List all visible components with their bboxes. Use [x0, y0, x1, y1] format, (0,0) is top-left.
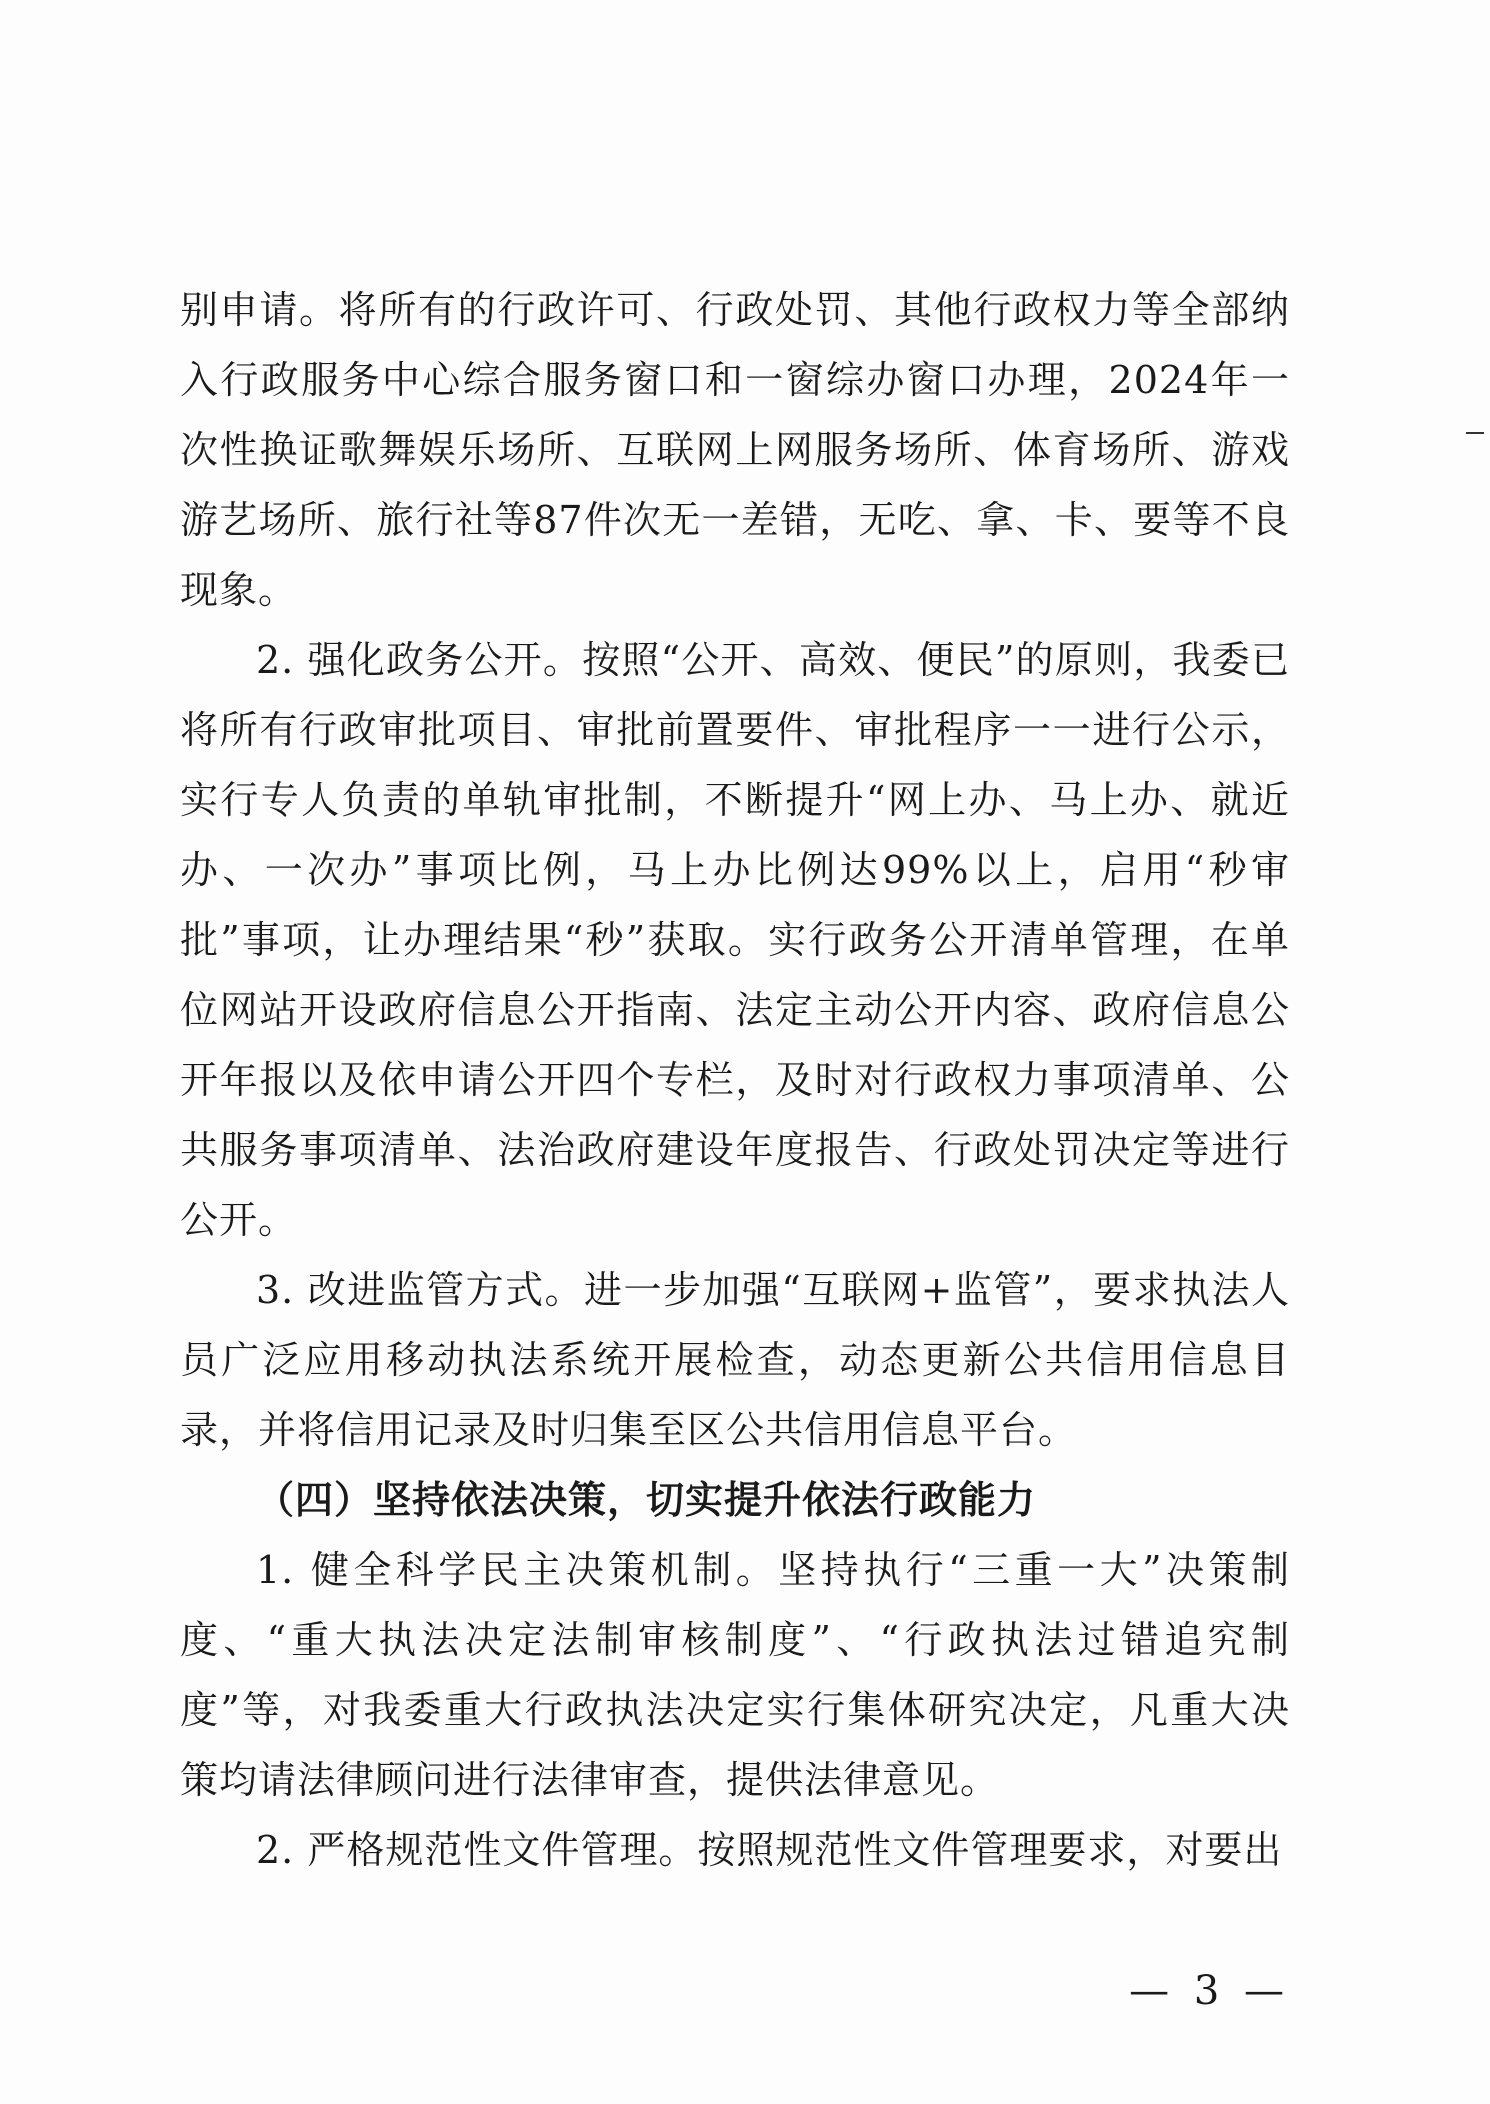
body-text: [180, 275, 1290, 1885]
paragraph-normative-documents: 2. 严格规范性文件管理。按照规范性文件管理要求，对要出: [256, 1828, 1283, 1872]
paragraph-decision-mechanism: 1. 健全科学民主决策机制。坚持执行“三重一大”决策制度、“重大执法决定法制审核制度”、“行政执法过错追究制度”等，对我委重大行政执法决定实行集体研究决定，凡重大决策均请法律顾问进行法律审查，提供法律意见。: [180, 1548, 1290, 1802]
page-number: — 3 —: [1129, 1968, 1290, 2014]
paragraph-continued-application: 别申请。将所有的行政许可、行政处罚、其他行政权力等全部纳入行政服务中心综合服务窗口和一窗综办窗口办理，2024年一次性换证歌舞娱乐场所、互联网上网服务场所、体育场所、游戏游艺场所、旅行社等87件次无一差错，无吃、拿、卡、要等不良现象。: [180, 288, 1290, 612]
section-heading-four: （四）坚持依法决策，切实提升依法行政能力: [256, 1477, 1037, 1522]
paragraph-government-affairs-openness: 2. 强化政务公开。按照“公开、高效、便民”的原则，我委已将所有行政审批项目、审批前置要件、审批程序一一进行公示，实行专人负责的单轨审批制，不断提升“网上办、马上办、就近办、一次办”事项比例，马上办比例达99%以上，启用“秒审批”事项，让办理结果“秒”获取。实行政务公开清单管理，在单位网站开设政府信息公开指南、法定主动公开内容、政府信息公开年报以及依申请公开四个专栏，及时对行政权力事项清单、公共服务事项清单、法治政府建设年度报告、行政处罚决定等进行公开。: [180, 638, 1290, 1242]
margin-mark: [1466, 432, 1484, 434]
paragraph-supervision-improvement: 3. 改进监管方式。进一步加强“互联网+监管”，要求执法人员广泛应用移动执法系统开展检查，动态更新公共信用信息目录，并将信用记录及时归集至区公共信用信息平台。: [180, 1268, 1290, 1452]
